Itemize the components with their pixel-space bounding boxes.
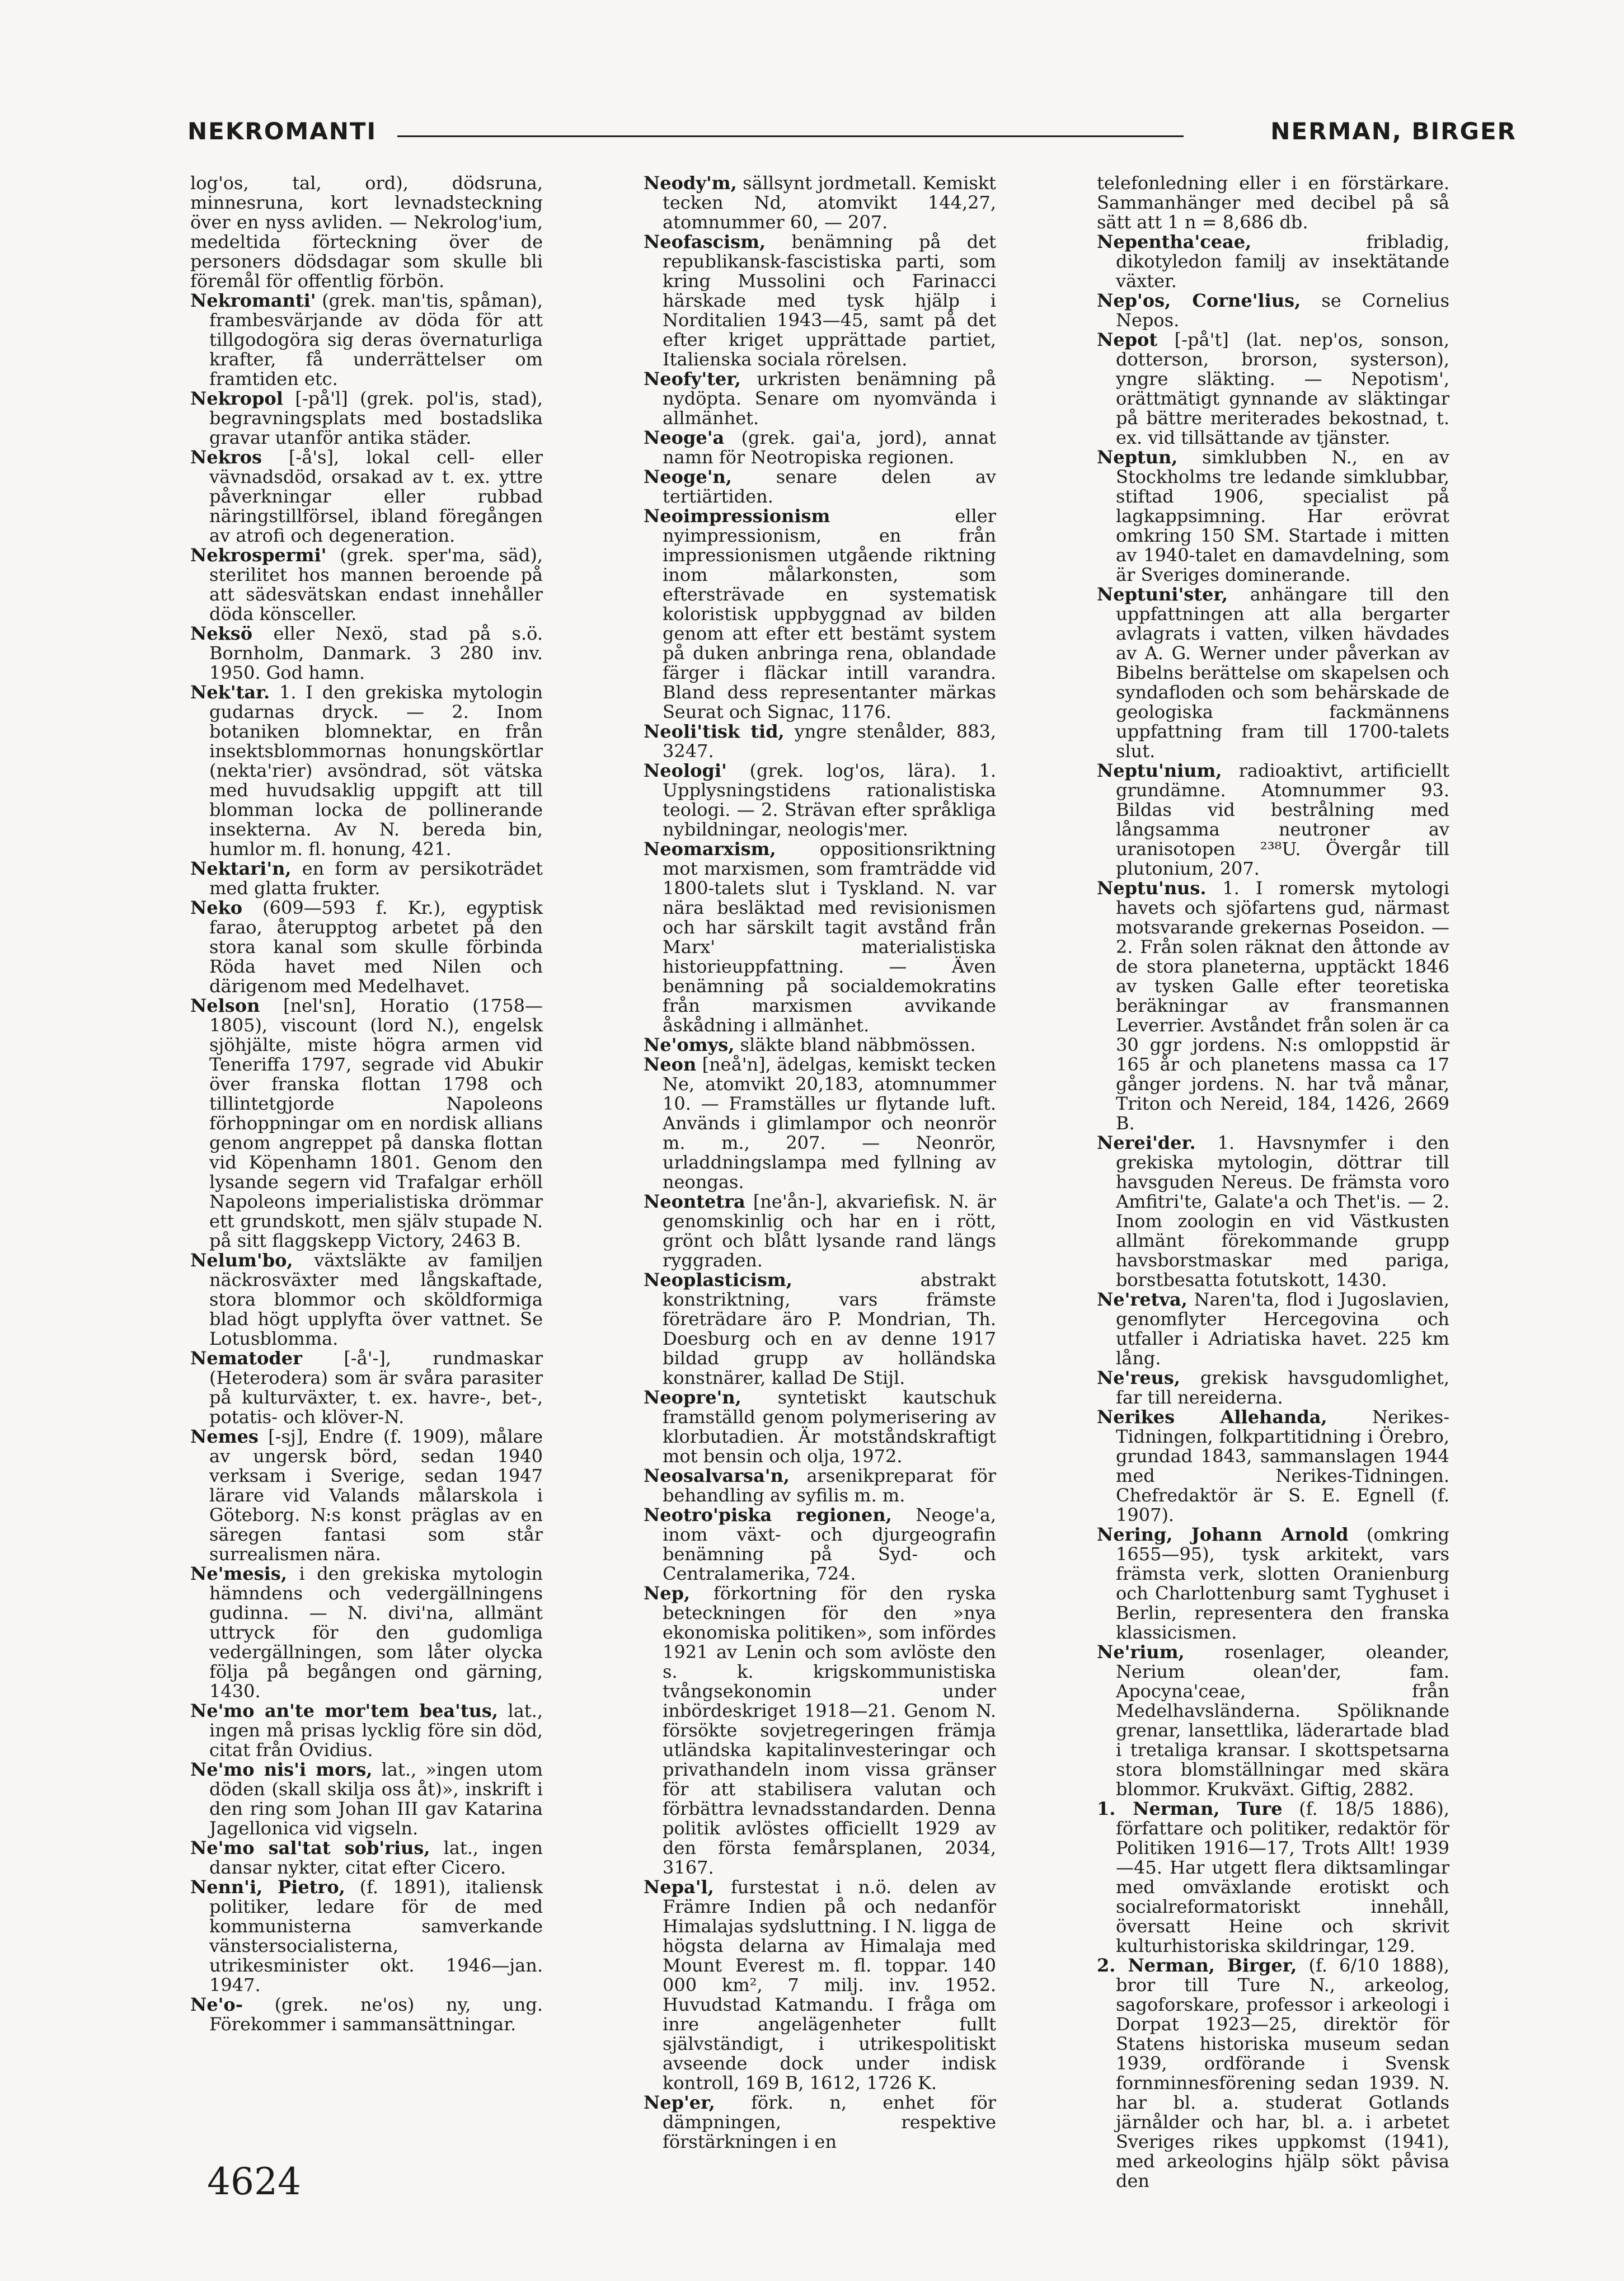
entry-definition: anhängare till den uppfattningen att alla bergarter avlagrats i vatten, vilken hävdades av A. G. Werner under påverkan av Bibelns berättelse om skapelsen och syndafloden och som behärskade de geologiska fackmännens uppfattning fram till 1700-talets slut.: [1116, 584, 1449, 762]
dictionary-entry: [644, 506, 996, 722]
entry-headword: Nepa'l,: [644, 1876, 714, 1898]
dictionary-entry: [644, 1192, 996, 1270]
entry-headword: Nemes: [190, 1426, 259, 1447]
entry-definition: eller Nexö, stad på s.ö. Bornholm, Danmark. 3 280 inv. 1950. God hamn.: [209, 623, 543, 683]
entry-headword: Nekropol: [190, 388, 283, 409]
entry-headword: Nekrospermi': [190, 545, 327, 566]
entry-definition: Nerikes-Tidningen, folkpartitidning i Örebro, grundad 1843, sammanslagen 1944 med Nerikes-Tidningen. Chefredaktör är S. E. Egnell (f. 1907).: [1116, 1406, 1449, 1526]
dictionary-entry: [644, 722, 996, 761]
entry-headword: Nematoder: [190, 1348, 302, 1369]
entry-definition: telefonledning eller i en förstärkare. Sammanhänger med decibel på så sätt att 1 n = 8,686 db.: [1097, 172, 1449, 233]
dictionary-entry: [1097, 585, 1449, 761]
entry-headword: Ne'mo nis'i mors,: [190, 1759, 373, 1780]
entry-headword: Nekromanti': [190, 290, 316, 311]
dictionary-entry: [190, 1701, 543, 1760]
entry-headword: Nelson: [190, 995, 260, 1016]
entry-definition: (grek. sper'ma, säd), sterilitet hos mannen beroende på att sädesvätskan endast innehåller döda könsceller.: [209, 545, 543, 625]
entry-headword: Nelum'bo,: [190, 1250, 293, 1271]
dictionary-entry: [190, 448, 543, 546]
dictionary-entry: [644, 2093, 996, 2152]
entry-definition: 1. I romersk mytologi havets och sjöfartens gud, närmast motsvarande grekernas Poseidon. — 2. Från solen räknat den åttonde av de stora planeterna, upptäckt 1846 av tysken Galle efter teoretiska beräkningar av fransmannen Leverrier. Avståndet från solen är ca 30 ggr jordens. N:s omloppstid är 165 år och planetens massa ca 17 gånger jordens. N. har två månar, Triton och Nereid, 184, 1426, 2669 B.: [1116, 877, 1449, 1134]
entry-headword: Nep'er,: [644, 2092, 715, 2113]
entry-headword: Nepentha'ceae,: [1097, 231, 1252, 252]
entry-definition: arsenikpreparat för behandling av syfilis m. m.: [663, 1465, 996, 1506]
entry-headword: Ne'mo an'te mor'tem bea'tus,: [190, 1700, 499, 1721]
entry-definition: förkortning för den ryska beteckningen för den »nya ekonomiska politiken», som infördes 1921 av Lenin och som avlöste den s. k. krigskommunistiska tvångsekonomin under inbördeskriget 1918—21. Genom N. försökte sovjetregeringen främja utländska kapitalinvesteringar och privathandeln inom vissa gränser för att stabilisera valutan och förbättra levnadsstandarden. Denna politik avlöstes officiellt 1929 av den första femårsplanen, 2034, 3167.: [663, 1583, 996, 1878]
dictionary-entry: [190, 996, 543, 1251]
entry-headword: 2. Nerman, Birger,: [1097, 1955, 1297, 1976]
dictionary-entry: [1097, 1799, 1449, 1956]
entry-definition: (f. 6/10 1888), bror till Ture N., arkeolog, sagoforskare, professor i arkeologi i Dorpat 1923—25, direktör för Statens historiska museum sedan 1939, ordförande i Svensk fornminnesförening sedan 1939. N. har bl. a. studerat Gotlands järnålder och har, bl. a. i arbetet Sveriges rikes uppkomst (1941), med arkeologins hjälp sökt påvisa den: [1116, 1955, 1450, 2191]
entry-definition: rosenlager, oleander, Nerium olean'der, fam. Apocyna'ceae, från Medelhavsländerna. Spöliknande grenar, lansettlika, läderartade blad i tretaliga kransar. I skottspetsarna stora blomställningar med skära blommor. Krukväxt. Giftig, 2882.: [1116, 1641, 1449, 1800]
dictionary-entry: [644, 1270, 996, 1388]
entry-definition: senare delen av tertiärtiden.: [663, 466, 996, 507]
entry-definition: yngre stenålder, 883, 3247.: [663, 721, 997, 762]
dictionary-entry: [1097, 1642, 1449, 1799]
entry-definition: [neå'n], ädelgas, kemiskt tecken Ne, atomvikt 20,183, atomnummer 10. — Framställes ur flytande luft. Används i glimlampor och neonrör m. m., 207. — Neonrör, urladdningslampa med fyllning av neongas.: [663, 1054, 996, 1193]
entry-headword: Neofy'ter,: [644, 368, 741, 389]
entry-definition: i den grekiska mytologin hämndens och vedergällningens gudinna. — N. divi'na, allmänt uttryck för den gudomliga vedergällningen, som låter olycka följa på begången ond gärning, 1430.: [209, 1563, 543, 1702]
entry-headword: Neomarxism,: [644, 838, 776, 860]
entry-headword: Nep,: [644, 1583, 691, 1604]
running-header: [187, 106, 1517, 162]
entry-definition: växtsläkte av familjen näckrosväxter med långskaftade, stora blommor och sköldformiga blad högt upplyfta över vattnet. Se Lotusblomma.: [209, 1250, 543, 1349]
entry-definition: [-sj], Endre (f. 1909), målare av ungersk börd, sedan 1940 verksam i Sverige, sedan 1947 lärare vid Valands målarskola i Göteborg. N:s konst präglas av en säregen fantasi som står surrealismen nära.: [209, 1426, 543, 1565]
entry-definition: (grek. gai'a, jord), annat namn för Neotropiska regionen.: [663, 427, 996, 468]
entry-headword: Neofascism,: [644, 231, 766, 252]
entry-headword: Ne'mo sal'tat sob'rius,: [190, 1837, 430, 1858]
entry-headword: Nekros: [190, 447, 262, 468]
dictionary-entry: [1097, 448, 1449, 585]
dictionary-entry: [1097, 1407, 1449, 1525]
dictionary-entry: [1097, 761, 1449, 879]
entry-definition: radioaktivt, artificiellt grundämne. Atomnummer 93. Bildas vid bestrålning med långsamma neutroner av uranisotopen ²³⁸U. Övergår till plutonium, 207.: [1116, 760, 1449, 879]
entry-definition: släkte bland näbbmössen.: [734, 1034, 976, 1055]
entry-headword: Neoimpressionism: [644, 505, 830, 527]
dictionary-entry: [190, 173, 543, 291]
column-3: [1097, 173, 1449, 2191]
entry-headword: Neody'm,: [644, 172, 737, 194]
entry-headword: Ne'o-: [190, 1994, 243, 2015]
entry-headword: Neosalvarsa'n,: [644, 1465, 790, 1486]
entry-headword: Nek'tar.: [190, 682, 270, 703]
entry-definition: urkristen benämning på nydöpta. Senare om nyomvända i allmänhet.: [663, 368, 996, 429]
dictionary-entry: [1097, 1368, 1449, 1407]
entry-definition: 1. I den grekiska mytologin gudarnas dryck. — 2. Inom botaniken blomnektar, en från insektsblommornas honungskörtlar (nekta'rier) avsöndrad, söt vätska med huvudsaklig uppgift att till blomman locka de pollinerande insekterna. Av N. bereda bin, humlor m. fl. honung, 421.: [209, 682, 543, 860]
entry-definition: (grek. log'os, lära). 1. Upplysningstidens rationalistiska teologi. — 2. Strävan efter språkliga nybildningar, neologis'mer.: [663, 760, 996, 840]
entry-definition: (f. 18/5 1886), författare och politiker, redaktör för Politiken 1916—17, Trots Allt! 1939—45. Har utgett flera diktsamlingar med omväxlande erotiskt och socialreformatoriskt innehåll, översatt Heine och skrivit kulturhistoriska skildringar, 129.: [1116, 1798, 1449, 1956]
dictionary-entry: [190, 389, 543, 448]
dictionary-entry: [190, 1427, 543, 1564]
entry-definition: abstrakt konstriktning, vars främste företrädare äro P. Mondrian, Th. Doesburg och en av denne 1917 bildad grupp av holländska konstnärer, kallad De Stijl.: [663, 1269, 996, 1388]
entry-definition: förk. n, enhet för dämpningen, respektive förstärkningen i en: [663, 2092, 996, 2152]
dictionary-entry: [190, 1995, 543, 2034]
dictionary-entry: [644, 1035, 996, 1055]
entry-definition: oppositionsriktning mot marxismen, som framträdde vid 1800-talets slut i Tyskland. N. var nära besläktad med revisionismen och har särskilt tagit avstånd från Marx' materialistiska historieuppfattning. — Även benämning på socialdemokratins från marxismen avvikande åskådning i allmänhet.: [663, 838, 996, 1036]
entry-definition: Neoge'a, inom växt- och djurgeografin benämning på Syd- och Centralamerika, 724.: [663, 1504, 997, 1584]
entry-headword: Neoplasticism,: [644, 1269, 792, 1290]
page-number: 4624: [207, 2160, 301, 2203]
dictionary-entry: [190, 898, 543, 996]
dictionary-entry: [190, 1251, 543, 1349]
entry-headword: Neptuni'ster,: [1097, 584, 1228, 605]
entry-headword: Neon: [644, 1054, 697, 1075]
header-right-word: NERMAN, BIRGER: [1270, 118, 1517, 145]
dictionary-entry: [1097, 173, 1449, 232]
dictionary-entry: [644, 1055, 996, 1192]
entry-definition: se Cornelius Nepos.: [1116, 290, 1449, 331]
entry-headword: Ne'reus,: [1097, 1367, 1181, 1388]
entry-definition: lat., ingen må prisas lycklig före sin död, citat från Ovidius.: [209, 1700, 543, 1761]
entry-headword: Neontetra: [644, 1191, 745, 1212]
entry-headword: Neoli'tisk tid,: [644, 721, 785, 742]
dictionary-entry: [644, 428, 996, 467]
entry-definition: furstestat i n.ö. delen av Främre Indien på och nedanför Himalajas sydsluttning. I N. ligga de högsta delarna av Himalaja med Mount Everest m. fl. toppar. 140 000 km², 7 milj. inv. 1952. Huvudstad Katmandu. I fråga om inre angelägenheter fullt självständigt, i utrikespolitiskt avseende dock under indisk kontroll, 169 B, 1612, 1726 K.: [663, 1876, 996, 2094]
entry-definition: benämning på det republikansk-fascistiska parti, som kring Mussolini och Farinacci härskade med tysk hjälp i Norditalien 1943—45, samt på det efter kriget upprättade partiet, Italienska sociala rörelsen.: [663, 231, 996, 370]
entry-definition: lat., »ingen utom döden (skall skilja oss åt)», inskrift i den ring som Johan III gav Katarina Jagellonica vid vigseln.: [209, 1759, 543, 1839]
dictionary-entry: [190, 1564, 543, 1701]
entry-headword: Neko: [190, 897, 243, 918]
dictionary-entry: [644, 1505, 996, 1584]
dictionary-entry: [644, 761, 996, 839]
dictionary-entry: [644, 232, 996, 369]
entry-headword: Neoge'n,: [644, 466, 732, 487]
dictionary-entry: [644, 1466, 996, 1505]
dictionary-entry: [644, 1878, 996, 2093]
entry-headword: Neptun,: [1097, 447, 1178, 468]
entry-definition: simklubben N., en av Stockholms tre ledande simklubbar, stiftad 1906, specialist på lagkappsimning. Har erövrat omkring 150 SM. Startade i mitten av 1940-talet en damavdelning, som är Sveriges dominerande.: [1116, 447, 1449, 585]
entry-definition: [ne'ån-], akvariefisk. N. är genomskinlig och har en i rött, grönt och blått lysande rand längs ryggraden.: [663, 1191, 996, 1271]
entry-headword: Nenn'i, Pietro,: [190, 1876, 345, 1898]
dictionary-entry: [190, 1760, 543, 1838]
dictionary-entry: [1097, 1525, 1449, 1642]
dictionary-entry: [1097, 232, 1449, 291]
entry-headword: Neopre'n,: [644, 1387, 741, 1408]
entry-headword: Nektari'n,: [190, 858, 292, 879]
dictionary-entry: [190, 859, 543, 898]
entry-definition: grekisk havsgudomlighet, far till nereiderna.: [1116, 1367, 1449, 1408]
column-1: [190, 173, 543, 2034]
dictionary-entry: [190, 1349, 543, 1427]
entry-headword: Nerei'der.: [1097, 1132, 1196, 1153]
entry-definition: (grek. man'tis, spåman), frambesvärjande av döda för att tillgodogöra sig deras övernaturliga krafter, få underrättelser om framtiden etc.: [209, 290, 543, 389]
entry-definition: log'os, tal, ord), dödsruna, minnesruna, kort levnadsteckning över en nyss avliden. — Nekrolog'ium, medeltida förteckning över de personers dödsdagar som skulle bli föremål för offentlig förbön.: [190, 172, 543, 292]
entry-headword: Neologi': [644, 760, 727, 781]
entry-definition: [nel'sn], Horatio (1758—1805), viscount (lord N.), engelsk sjöhjälte, miste högra armen vid Teneriffa 1797, segrade vid Abukir över franska flottan 1798 och tillintetgjorde Napoleons förhoppningar om en nordisk allians genom angreppet på danska flottan vid Köpenhamn 1801. Genom den lysande segern vid Trafalgar erhöll Napoleons imperialistiska drömmar ett grundskott, men själv stupade N. på sitt flaggskepp Victory, 2463 B.: [209, 995, 543, 1251]
entry-headword: Nerikes Allehanda,: [1097, 1406, 1327, 1428]
entry-definition: [-å'-], rundmaskar (Heterodera) som är svåra parasiter på kulturväxter, t. ex. havre-, bet-, potatis- och klöver-N.: [209, 1348, 543, 1428]
dictionary-entry: [1097, 879, 1449, 1133]
entry-headword: Neksö: [190, 623, 253, 644]
entry-definition: 1. Havsnymfer i den grekiska mytologin, döttrar till havsguden Nereus. De främsta voro Amfitri'te, Galate'a och Thet'is. — 2. Inom zoologin en vid Västkusten allmänt förekommande grupp havsborstmaskar med pariga, borstbesatta fotutskott, 1430.: [1116, 1132, 1449, 1290]
entry-definition: Naren'ta, flod i Jugoslavien, genomflyter Hercegovina och utfaller i Adriatiska havet. 225 km lång.: [1116, 1289, 1449, 1369]
entry-headword: Nepot: [1097, 329, 1158, 350]
entry-definition: sällsynt jordmetall. Kemiskt tecken Nd, atomvikt 144,27, atomnummer 60, — 207.: [663, 172, 996, 233]
dictionary-entry: [644, 369, 996, 428]
entry-headword: Neptu'nus.: [1097, 877, 1207, 899]
entry-headword: Neotro'piska regionen,: [644, 1504, 892, 1526]
entry-definition: syntetiskt kautschuk framställd genom polymerisering av klorbutadien. Är motståndskraftigt mot bensin och olja, 1972.: [663, 1387, 996, 1467]
entry-definition: [-på't] (lat. nep'os, sonson, dotterson, brorson, systerson), yngre släkting. — Nepotism', orättmätigt gynnande av släktingar på bättre meriterades bekostnad, t. ex. vid tillsättande av tjänster.: [1116, 329, 1449, 448]
entry-headword: Ne'retva,: [1097, 1289, 1188, 1310]
dictionary-entry: [644, 173, 996, 232]
entry-definition: lat., ingen dansar nykter, citat efter Cicero.: [209, 1837, 543, 1878]
entry-definition: en form av persikoträdet med glatta frukter.: [209, 858, 543, 899]
header-rule: [397, 135, 1184, 137]
dictionary-entry: [644, 1584, 996, 1878]
dictionary-entry: [190, 1878, 543, 1995]
entry-definition: [-på'l] (grek. pol'is, stad), begravningsplats med bostadslika gravar utanför antika städer.: [209, 388, 543, 448]
dictionary-entry: [190, 546, 543, 624]
entry-definition: (609—593 f. Kr.), egyptisk farao, återupptog arbetet på den stora kanal som skulle förbinda Röda havet med Nilen och därigenom med Medelhavet.: [209, 897, 543, 997]
header-left-word: NEKROMANTI: [187, 118, 377, 145]
entry-headword: Nep'os, Corne'lius,: [1097, 290, 1301, 311]
dictionary-entry: [644, 1388, 996, 1466]
dictionary-entry: [190, 1838, 543, 1878]
entry-definition: (f. 1891), italiensk politiker, ledare för de med kommunisterna samverkande vänstersocialisterna, utrikesminister okt. 1946—jan. 1947.: [209, 1876, 543, 1996]
column-2: [644, 173, 996, 2152]
entry-definition: fribladig, dikotyledon familj av insektätande växter.: [1116, 231, 1449, 292]
dictionary-entry: [1097, 291, 1449, 330]
entry-definition: [-å's], lokal cell- eller vävnadsdöd, orsakad av t. ex. yttre påverkningar eller rubbad näringstillförsel, ibland föregången av atrofi och degeneration.: [209, 447, 543, 546]
entry-headword: Neptu'nium,: [1097, 760, 1222, 781]
dictionary-entry: [190, 624, 543, 683]
dictionary-entry: [190, 683, 543, 859]
dictionary-entry: [1097, 330, 1449, 448]
dictionary-entry: [1097, 1290, 1449, 1368]
entry-headword: Ne'omys,: [644, 1034, 735, 1055]
dictionary-entry: [1097, 1956, 1449, 2191]
entry-headword: Nering, Johann Arnold: [1097, 1524, 1349, 1545]
entry-definition: eller nyimpressionism, en från impressionismen utgående riktning inom målarkonsten, som eftersträvade en systematisk koloristisk uppbyggnad av bilden genom att efter ett bestämt system på duken anbringa rena, oblandade färger i fläckar intill varandra. Bland dess representanter märkas Seurat och Signac, 1176.: [663, 505, 996, 722]
entry-headword: 1. Nerman, Ture: [1097, 1798, 1283, 1819]
entry-headword: Ne'mesis,: [190, 1563, 287, 1584]
entry-definition: (grek. ne'os) ny, ung. Förekommer i sammansättningar.: [209, 1994, 543, 2035]
entry-headword: Ne'rium,: [1097, 1641, 1185, 1663]
dictionary-entry: [190, 291, 543, 389]
dictionary-entry: [1097, 1133, 1449, 1290]
entry-definition: (omkring 1655—95), tysk arkitekt, vars främsta verk, slotten Oranienburg och Charlottenburg samt Tyghuset i Berlin, representera den franska klassicismen.: [1116, 1524, 1449, 1643]
entry-headword: Neoge'a: [644, 427, 725, 448]
dictionary-entry: [644, 839, 996, 1035]
dictionary-entry: [644, 467, 996, 506]
